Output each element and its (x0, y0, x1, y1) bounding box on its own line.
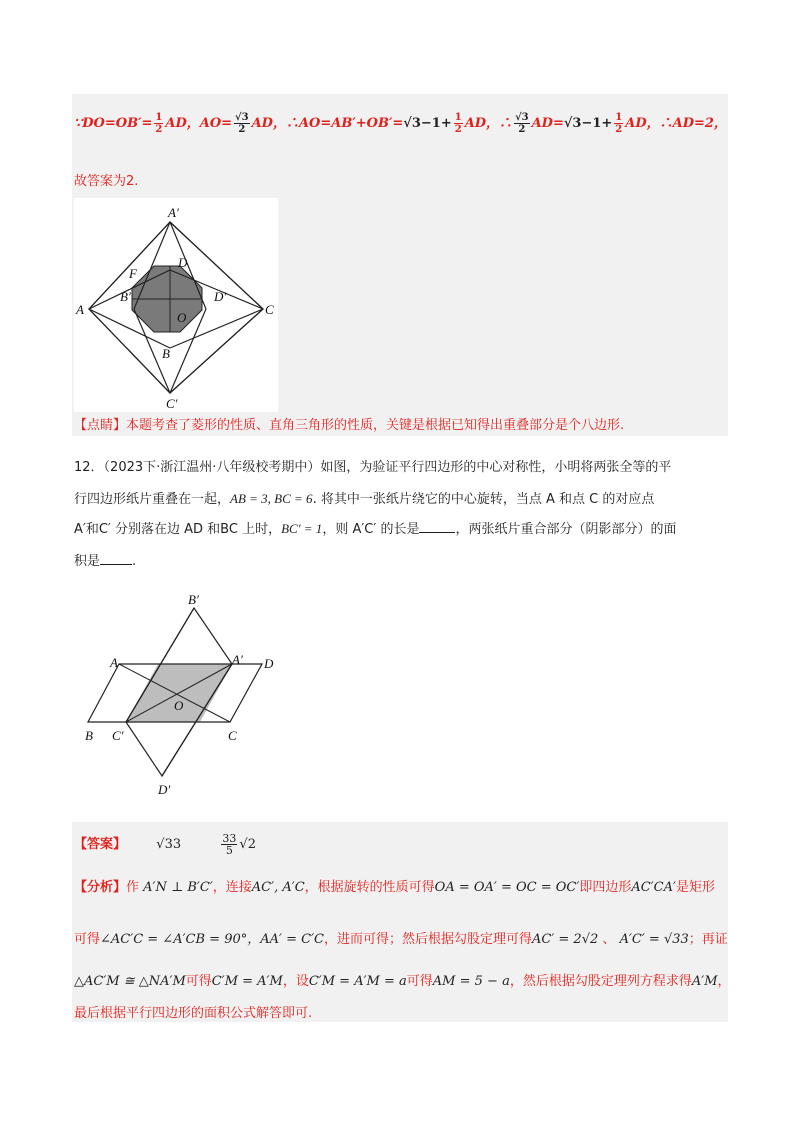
label-b-prime: B′ (120, 289, 131, 304)
figure-1-svg (74, 198, 278, 412)
label-a: A (110, 655, 118, 670)
answer-line: 【答案】 √33 $\frac{33}{5}$ √2 (74, 832, 256, 857)
label-c: C (265, 302, 274, 317)
analysis-line-4: 最后根据平行四边形的面积公式解答即可. (74, 1006, 313, 1021)
answer-value-2-root: √2 (239, 837, 256, 852)
label-f: F (129, 266, 137, 281)
label-a-prime: A′ (168, 205, 179, 220)
comment-line: 【点睛】本题考查了菱形的性质、直角三角形的性质，关键是根据已知得出重叠部分是个八边形. (74, 418, 625, 433)
answer-value-1: √33 (156, 837, 182, 852)
label-b-prime: B′ (188, 592, 199, 607)
label-b: B (85, 728, 93, 743)
figure-1 (74, 198, 278, 412)
figure-2-svg (82, 588, 292, 808)
problem-12-line-1: 12．（2023下·浙江温州·八年级校考期中）如图，为验证平行四边形的中心对称性，小明将两张全等的平 (74, 460, 672, 475)
label-b: B (162, 346, 170, 361)
solution-conclusion: 故答案为2. (74, 174, 139, 189)
label-c-prime: C′ (166, 396, 178, 411)
answer-value-2-fraction: $\frac{33}{5}$ (222, 832, 237, 857)
figure-2 (82, 588, 292, 808)
problem-12-line-4: 积是 . (74, 554, 137, 569)
problem-12-line-2: 行四边形纸片重叠在一起，AB = 3, BC = 6. 将其中一张纸片绕它的中心旋转，当点 A 和点 C 的对应点 (74, 491, 655, 507)
label-c-prime: C′ (112, 728, 124, 743)
label-a-prime: A′ (232, 652, 243, 667)
fraction-half: $\frac{1}{2}$ (155, 112, 163, 135)
analysis-line-2: 可得∠AC′C = ∠A′CB = 90°，AA′ = C′C，进而可得；然后根据勾股定理可得AC′ = 2√2 、 A′C′ = √33；再证 (74, 932, 728, 947)
problem-12-line-3: A′和C′ 分别落在边 AD 和BC 上时，BC′ = 1，则 A′C′ 的长是 ，两张纸片重合部分（阴影部分）的面 (74, 521, 677, 537)
analysis-line-1: 【分析】作 A′N ⊥ B′C′，连接AC′, A′C，根据旋转的性质可得OA = OA′ = OC = OC′即四边形AC′CA′是矩形 (74, 880, 715, 895)
label-d: D (178, 255, 188, 270)
label-a: A (76, 302, 84, 317)
analysis-line-3: △AC′M ≅ △NA′M可得C′M = A′M，设C′M = A′M = a可得AM = 5 − a，然后根据勾股定理列方程求得A′M， (74, 974, 731, 989)
label-d-prime: D′ (158, 782, 171, 797)
label-o: O (177, 310, 187, 325)
solution-line-1: ∵DO=OB′= $\frac{1}{2}$ AD，AO= $\frac{√3}{2}$ AD，∴AO=AB′+OB′=√3−1+ $\frac{1}{2}$ AD，∴ $\frac{√3}{2}$ AD=√3−1+ $\frac{1}{2}$ AD，∴AD=2， (74, 112, 727, 135)
label-o: O (174, 698, 184, 713)
answer-blank-1 (419, 532, 455, 533)
label-d: D (264, 656, 274, 671)
label-c: C (228, 728, 237, 743)
answer-blank-2 (100, 564, 132, 565)
label-d-prime: D′ (214, 289, 227, 304)
fraction-root3-over-2: $\frac{√3}{2}$ (235, 112, 249, 135)
